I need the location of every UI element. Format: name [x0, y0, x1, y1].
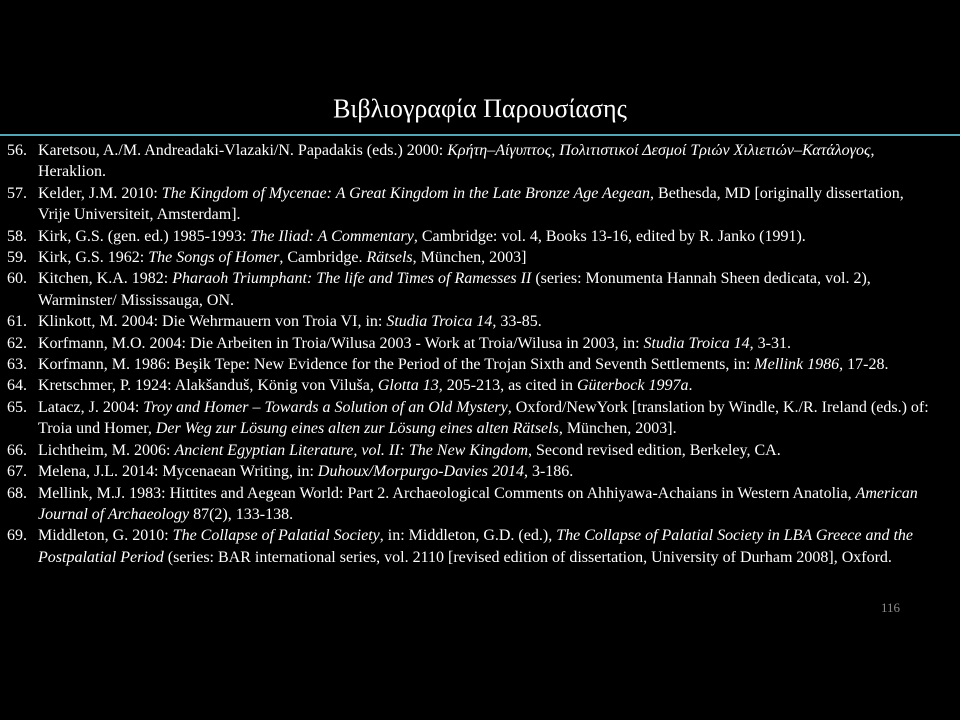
entry-title-italic: The Songs of Homer	[148, 249, 280, 267]
entry-text: , 17-28.	[839, 356, 889, 374]
entry-text: Kretschmer, P. 1924: Alakšanduš, König von Viluša,	[38, 377, 378, 395]
entry-title-italic: The Kingdom of Mycenae: A Great Kingdom in the Late Bronze Age Aegean	[161, 184, 651, 202]
entry-text: , Cambridge: vol. 4, Books 13-16, edited by R. Janko (1991).	[413, 227, 806, 245]
bibliography-entry	[0, 311, 938, 332]
entry-text: , Heraklion.	[38, 142, 875, 181]
entry-title-italic: American Journal of Archaeology	[38, 484, 918, 523]
entry-text: , 3-186.	[523, 463, 574, 481]
page-number: 116	[881, 600, 901, 615]
bibliography-entry	[0, 247, 938, 268]
entry-text: , 3-31.	[749, 334, 791, 352]
entry-number: 62.	[7, 334, 27, 352]
slide-title: Βιβλιογραφία Παρουσίασης	[333, 94, 627, 123]
entry-text: , Bethesda, MD [originally dissertation, Vrije Universiteit, Amsterdam].	[38, 184, 904, 224]
entry-title-italic: Pharaoh Triumphant: The life and Times of Ramesses II	[172, 270, 532, 288]
entry-text: Karetsou, A./M. Andreadaki-Vlazaki/N. Papadakis (eds.) 2000:	[38, 142, 448, 159]
title-divider	[0, 134, 960, 136]
entry-title-italic: Κρήτη–Αίγυπτος, Πολιτιστικοί Δεσμοί Τριών Χιλιετιών–Κατάλογος	[447, 142, 871, 159]
entry-text: Kelder, J.M. 2010:	[38, 184, 162, 202]
entry-title-italic: Mellink 1986	[754, 356, 840, 374]
entry-text: , Second revised edition, Berkeley, CA.	[528, 441, 781, 459]
entry-title-italic: The Collapse of Palatial Society	[172, 527, 380, 545]
entry-text: Korfmann, M.O. 2004: Die Arbeiten in Troia/Wilusa 2003 - Work at Troia/Wilusa in 2003, in:	[38, 334, 644, 352]
entry-title-italic: Duhoux/Morpurgo-Davies 2014	[317, 463, 524, 481]
bibliography-entry	[0, 525, 938, 568]
entry-text: , in: Middleton, G.D. (ed.),	[379, 527, 557, 545]
entry-text: (series: BAR international series, vol. 2110 [revised edition of dissertation, University of Durham 2008], Oxford.	[163, 548, 892, 566]
entry-text: Kirk, G.S. (gen. ed.) 1985-1993:	[38, 227, 251, 245]
entry-text: Melena, J.L. 2014: Mycenaean Writing, in:	[38, 463, 318, 481]
entry-number: 64.	[7, 377, 27, 395]
entry-number: 60.	[7, 270, 27, 288]
entry-title-italic: Glotta 13	[377, 377, 439, 395]
entry-title-italic: Rätsels	[366, 249, 413, 267]
entry-number: 67.	[7, 463, 27, 481]
entry-text: Mellink, M.J. 1983: Hittites and Aegean World: Part 2. Archaeological Comments on Ahhiyawa-Achaians in Western Anatolia,	[38, 484, 856, 502]
entry-text: .	[688, 377, 693, 395]
entry-title-italic: Studia Troica 14	[643, 334, 750, 352]
entry-text: , München, 2003].	[558, 420, 677, 438]
bibliography-entry	[0, 354, 938, 375]
entry-title-italic: Studia Troica 14	[386, 313, 493, 331]
entry-title-italic: The Collapse of Palatial Society in LBA Greece and the Postpalatial Period	[38, 527, 914, 566]
entry-text: Middleton, G. 2010:	[38, 527, 173, 545]
entry-text: (series: Monumenta Hannah Sheen dedicata, vol. 2), Warminster/ Mississauga, ON.	[38, 270, 871, 309]
entry-number: 63.	[7, 356, 27, 374]
entry-title-italic: Der Weg zur Lösung eines alten zur Lösung eines alten Rätsels	[155, 420, 559, 438]
bibliography-entry	[0, 333, 938, 354]
bibliography-entry	[0, 375, 938, 396]
bibliography-entry	[0, 226, 938, 247]
entry-text: Korfmann, M. 1986: Beşik Tepe: New Evidence for the Period of the Trojan Sixth and Seventh Settlements, in:	[38, 356, 755, 374]
entry-text: Kitchen, K.A. 1982:	[38, 270, 173, 288]
bibliography-entry	[0, 461, 938, 482]
entry-number: 59.	[7, 249, 27, 267]
bibliography-entry	[0, 268, 938, 311]
entry-text: Kirk, G.S. 1962:	[38, 249, 149, 267]
bibliography-entry	[0, 183, 938, 226]
entry-number: 69.	[7, 527, 27, 545]
entry-text: , München, 2003]	[412, 249, 527, 267]
bibliography-list	[0, 140, 960, 568]
entry-text: Lichtheim, M. 2006:	[38, 441, 175, 459]
entry-text: , Cambridge.	[279, 249, 367, 267]
entry-text: 87(2), 133-138.	[189, 505, 294, 523]
entry-text: Klinkott, M. 2004: Die Wehrmauern von Troia VI, in:	[38, 313, 387, 331]
entry-text: Latacz, J. 2004:	[38, 398, 144, 416]
entry-number: 57.	[7, 184, 27, 202]
bibliography-entry	[0, 397, 938, 440]
entry-text: , 205-213, as cited in	[438, 377, 577, 395]
entry-number: 61.	[7, 313, 27, 331]
bibliography-entry	[0, 483, 938, 526]
entry-number: 65.	[7, 398, 27, 416]
bibliography-entry	[0, 440, 938, 461]
entry-title-italic: Ancient Egyptian Literature, vol. II: The New Kingdom	[174, 441, 529, 459]
entry-text: , 33-85.	[492, 313, 542, 331]
entry-number: 68.	[7, 484, 27, 502]
entry-title-italic: The Iliad: A Commentary	[250, 227, 414, 245]
entry-number: 66.	[7, 441, 27, 459]
entry-title-italic: Troy and Homer – Towards a Solution of an Old Mystery	[143, 398, 508, 416]
entry-number: 56.	[7, 142, 27, 159]
bibliography-entry	[0, 140, 938, 183]
entry-number: 58.	[7, 227, 27, 245]
entry-title-italic: Güterbock 1997a	[576, 377, 689, 395]
entry-text: , Oxford/NewYork [translation by Windle, K./R. Ireland (eds.) of: Troia und Homer,	[38, 398, 929, 438]
